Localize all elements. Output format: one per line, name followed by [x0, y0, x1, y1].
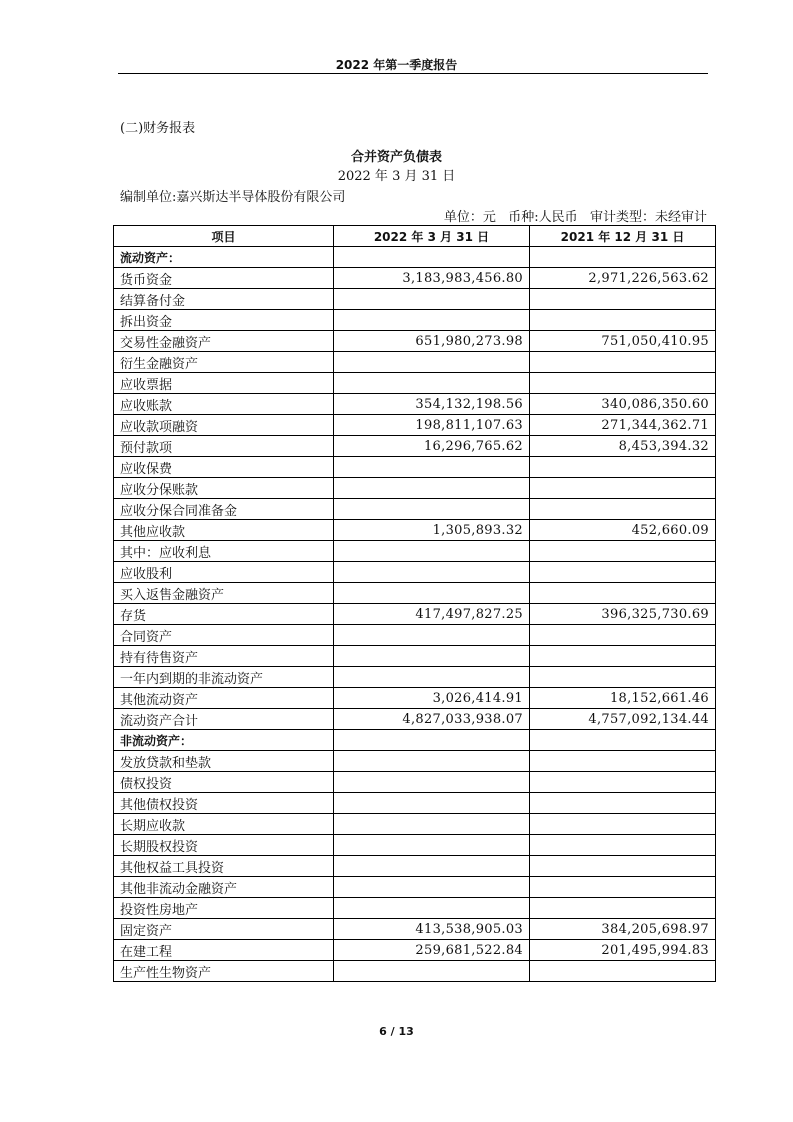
row-prior-value [530, 835, 716, 856]
row-prior-value [530, 583, 716, 604]
row-current-value [334, 352, 530, 373]
row-label: 持有待售资产 [114, 646, 334, 667]
row-prior-value [530, 352, 716, 373]
row-current-value [334, 289, 530, 310]
row-prior-value [530, 499, 716, 520]
row-prior-value [530, 961, 716, 982]
row-prior-value [530, 730, 716, 751]
row-current-value [334, 898, 530, 919]
row-current-value: 354,132,198.56 [334, 394, 530, 415]
row-label: 固定资产 [114, 919, 334, 940]
row-current-value [334, 646, 530, 667]
table-row [114, 856, 716, 877]
row-current-value [334, 457, 530, 478]
row-current-value [334, 373, 530, 394]
row-prior-value: 271,344,362.71 [530, 415, 716, 436]
row-prior-value [530, 793, 716, 814]
row-prior-value: 384,205,698.97 [530, 919, 716, 940]
row-current-value [334, 562, 530, 583]
table-row [114, 919, 716, 940]
row-current-value [334, 856, 530, 877]
table-row [114, 583, 716, 604]
row-current-value: 1,305,893.32 [334, 520, 530, 541]
row-current-value: 413,538,905.03 [334, 919, 530, 940]
table-row [114, 604, 716, 625]
row-prior-value: 4,757,092,134.44 [530, 709, 716, 730]
row-prior-value: 751,050,410.95 [530, 331, 716, 352]
table-row [114, 667, 716, 688]
row-current-value: 198,811,107.63 [334, 415, 530, 436]
row-prior-value [530, 478, 716, 499]
row-prior-value [530, 625, 716, 646]
row-label: 长期股权投资 [114, 835, 334, 856]
row-label: 其他应收款 [114, 520, 334, 541]
row-current-value [334, 793, 530, 814]
row-label: 买入返售金融资产 [114, 583, 334, 604]
row-label: 发放贷款和垫款 [114, 751, 334, 772]
table-row [114, 730, 716, 751]
row-prior-value [530, 457, 716, 478]
row-current-value [334, 667, 530, 688]
row-label: 投资性房地产 [114, 898, 334, 919]
table-row [114, 562, 716, 583]
table-row [114, 961, 716, 982]
row-label: 合同资产 [114, 625, 334, 646]
row-label: 应收款项融资 [114, 415, 334, 436]
table-row [114, 751, 716, 772]
row-label: 预付款项 [114, 436, 334, 457]
column-header-prior: 2021 年 12 月 31 日 [530, 226, 716, 247]
row-label: 债权投资 [114, 772, 334, 793]
row-prior-value: 8,453,394.32 [530, 436, 716, 457]
row-label: 应收账款 [114, 394, 334, 415]
row-current-value: 259,681,522.84 [334, 940, 530, 961]
subtotal-row [114, 709, 716, 730]
table-row [114, 247, 716, 268]
row-prior-value [530, 373, 716, 394]
table-row [114, 331, 716, 352]
section-label: (二)财务报表 [120, 121, 196, 136]
table-row [114, 352, 716, 373]
table-row [114, 835, 716, 856]
row-label: 非流动资产： [114, 730, 334, 751]
row-prior-value [530, 772, 716, 793]
row-prior-value [530, 310, 716, 331]
table-row [114, 940, 716, 961]
table-row [114, 394, 716, 415]
row-label: 衍生金融资产 [114, 352, 334, 373]
header-rule [118, 73, 708, 74]
row-current-value [334, 583, 530, 604]
table-row [114, 268, 716, 289]
table-row [114, 310, 716, 331]
row-current-value [334, 814, 530, 835]
page-number: 6 / 13 [379, 1025, 414, 1038]
row-current-value [334, 730, 530, 751]
table-row [114, 814, 716, 835]
row-label: 应收股利 [114, 562, 334, 583]
table-header-row [114, 226, 716, 247]
row-current-value [334, 247, 530, 268]
table-row [114, 793, 716, 814]
row-label: 应收分保合同准备金 [114, 499, 334, 520]
table-row [114, 541, 716, 562]
table-row [114, 772, 716, 793]
row-label: 结算备付金 [114, 289, 334, 310]
column-header-current: 2022 年 3 月 31 日 [334, 226, 530, 247]
column-header-item: 项目 [114, 226, 334, 247]
row-current-value [334, 541, 530, 562]
table-row [114, 898, 716, 919]
table-row [114, 478, 716, 499]
table-row [114, 520, 716, 541]
row-prior-value [530, 667, 716, 688]
row-label: 其他权益工具投资 [114, 856, 334, 877]
row-label: 应收分保账款 [114, 478, 334, 499]
row-current-value: 4,827,033,938.07 [334, 709, 530, 730]
row-label: 长期应收款 [114, 814, 334, 835]
row-prior-value: 18,152,661.46 [530, 688, 716, 709]
row-label: 交易性金融资产 [114, 331, 334, 352]
table-row [114, 688, 716, 709]
table-row [114, 499, 716, 520]
table-title: 合并资产负债表 [350, 150, 442, 165]
row-prior-value [530, 247, 716, 268]
row-prior-value [530, 541, 716, 562]
table-row [114, 457, 716, 478]
table-row [114, 646, 716, 667]
row-label: 在建工程 [114, 940, 334, 961]
table-row [114, 436, 716, 457]
row-label: 一年内到期的非流动资产 [114, 667, 334, 688]
row-label: 流动资产合计 [114, 709, 334, 730]
row-prior-value [530, 562, 716, 583]
row-label: 其他债权投资 [114, 793, 334, 814]
row-label: 应收保费 [114, 457, 334, 478]
row-prior-value [530, 751, 716, 772]
row-current-value [334, 751, 530, 772]
row-prior-value: 452,660.09 [530, 520, 716, 541]
row-prior-value [530, 856, 716, 877]
row-current-value [334, 961, 530, 982]
row-prior-value: 201,495,994.83 [530, 940, 716, 961]
row-label: 生产性生物资产 [114, 961, 334, 982]
table-row [114, 373, 716, 394]
unit-currency-audit-line: 单位：元 币种:人民币 审计类型：未经审计 [443, 210, 707, 225]
report-header-title: 2022 年第一季度报告 [335, 58, 458, 72]
preparing-entity: 编制单位:嘉兴斯达半导体股份有限公司 [120, 190, 346, 205]
row-label: 其他流动资产 [114, 688, 334, 709]
row-prior-value [530, 289, 716, 310]
row-current-value: 3,026,414.91 [334, 688, 530, 709]
row-current-value [334, 772, 530, 793]
row-current-value: 16,296,765.62 [334, 436, 530, 457]
row-current-value [334, 499, 530, 520]
row-current-value [334, 478, 530, 499]
row-label: 货币资金 [114, 268, 334, 289]
row-prior-value: 2,971,226,563.62 [530, 268, 716, 289]
row-current-value [334, 310, 530, 331]
row-current-value: 651,980,273.98 [334, 331, 530, 352]
row-prior-value [530, 898, 716, 919]
row-label: 其中：应收利息 [114, 541, 334, 562]
table-row [114, 289, 716, 310]
table-row [114, 877, 716, 898]
balance-sheet-table [113, 225, 716, 982]
row-current-value [334, 835, 530, 856]
table-date: 2022 年 3 月 31 日 [337, 169, 456, 184]
row-label: 拆出资金 [114, 310, 334, 331]
row-prior-value: 396,325,730.69 [530, 604, 716, 625]
row-current-value [334, 877, 530, 898]
row-label: 流动资产： [114, 247, 334, 268]
row-current-value: 3,183,983,456.80 [334, 268, 530, 289]
row-label: 存货 [114, 604, 334, 625]
row-prior-value [530, 877, 716, 898]
row-label: 其他非流动金融资产 [114, 877, 334, 898]
row-prior-value: 340,086,350.60 [530, 394, 716, 415]
row-current-value: 417,497,827.25 [334, 604, 530, 625]
table-row [114, 625, 716, 646]
row-label: 应收票据 [114, 373, 334, 394]
row-current-value [334, 625, 530, 646]
row-prior-value [530, 814, 716, 835]
table-row [114, 415, 716, 436]
row-prior-value [530, 646, 716, 667]
